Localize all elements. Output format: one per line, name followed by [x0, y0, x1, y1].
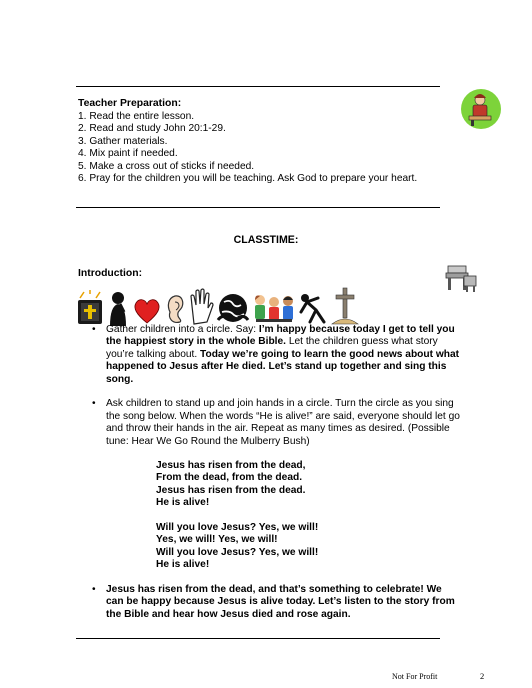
bullet-bold-text: I’m happy because today I get to tell you the happiest story in the whole Bible. — [106, 324, 455, 348]
heart-icon — [132, 296, 162, 326]
activity-icon-strip — [76, 286, 360, 326]
page-number: 2 — [480, 671, 485, 681]
top-divider — [76, 86, 440, 87]
song-lyrics — [156, 460, 462, 572]
song-line: From the dead, from the dead. — [156, 472, 303, 484]
list-item — [92, 324, 462, 386]
song-line: Jesus has risen from the dead, — [156, 460, 306, 472]
song-line: Will you love Jesus? Yes, we will! — [156, 522, 319, 534]
list-item: 1. Read the entire lesson. — [78, 111, 195, 122]
list-item: 2. Read and study John 20:1-29. — [78, 123, 226, 135]
desk-icon — [444, 262, 478, 297]
song-stanza — [156, 460, 462, 510]
praying-child-icon — [106, 290, 130, 326]
song-line: He is alive! — [156, 559, 210, 571]
stretching-figure-icon — [298, 292, 328, 326]
song-stanza — [156, 522, 462, 572]
bible-icon — [76, 290, 104, 326]
list-item: 3. Gather materials. — [78, 135, 168, 147]
bullet-bold-text: Jesus has risen from the dead, and that’s something to celebrate! We can be happy because Jesus is alive today. Let’s listen to the story from the Bible and hear how Jesus died and rose again. — [106, 584, 455, 620]
footer-text: Not For Profit — [392, 672, 438, 681]
list-item: 4. Mix paint if needed. — [78, 148, 178, 160]
classtime-heading: CLASSTIME: — [233, 234, 299, 246]
footer-divider — [76, 638, 440, 639]
ear-icon — [164, 292, 186, 326]
song-line: Jesus has risen from the dead. — [156, 484, 306, 496]
song-line: Will you love Jesus? Yes, we will! — [156, 546, 319, 558]
song-line: Yes, we will! Yes, we will! — [156, 534, 278, 546]
cross-icon — [330, 286, 360, 326]
prep-divider — [76, 207, 440, 208]
teacher-icon — [459, 88, 503, 133]
list-item — [92, 398, 462, 571]
hand-icon — [188, 288, 214, 326]
children-group-icon — [252, 292, 296, 326]
list-item: 6. Pray for the children you will be teaching. Ask God to prepare your heart. — [78, 173, 418, 185]
globe-hands-icon — [216, 290, 250, 326]
intro-heading: Introduction: — [78, 268, 143, 279]
intro-bullets — [92, 324, 462, 634]
bullet-bold-text: Today we’re going to learn the good news about what happened to Jesus after He died. Let’s stand up together and sing this song. — [106, 348, 460, 385]
list-item: 5. Make a cross out of sticks if needed. — [78, 160, 255, 172]
bullet-text: Ask children to stand up and join hands in a circle. Turn the circle as you sing the song below. When the words “He is alive!” are said, everyone should let go and throw their hands in the air. Repeat as many times as desired. (Possible tune: Hear We Go Round the Mulberry Bush) — [106, 398, 460, 447]
song-line: He is alive! — [156, 497, 210, 509]
bullet-text: Gather children into a circle. Say: — [106, 324, 259, 335]
prep-title: Teacher Preparation: — [78, 98, 182, 109]
prep-list — [78, 111, 417, 185]
bullet-text: Let the children guess what story you’re talking about. — [106, 336, 438, 360]
list-item — [92, 584, 462, 621]
